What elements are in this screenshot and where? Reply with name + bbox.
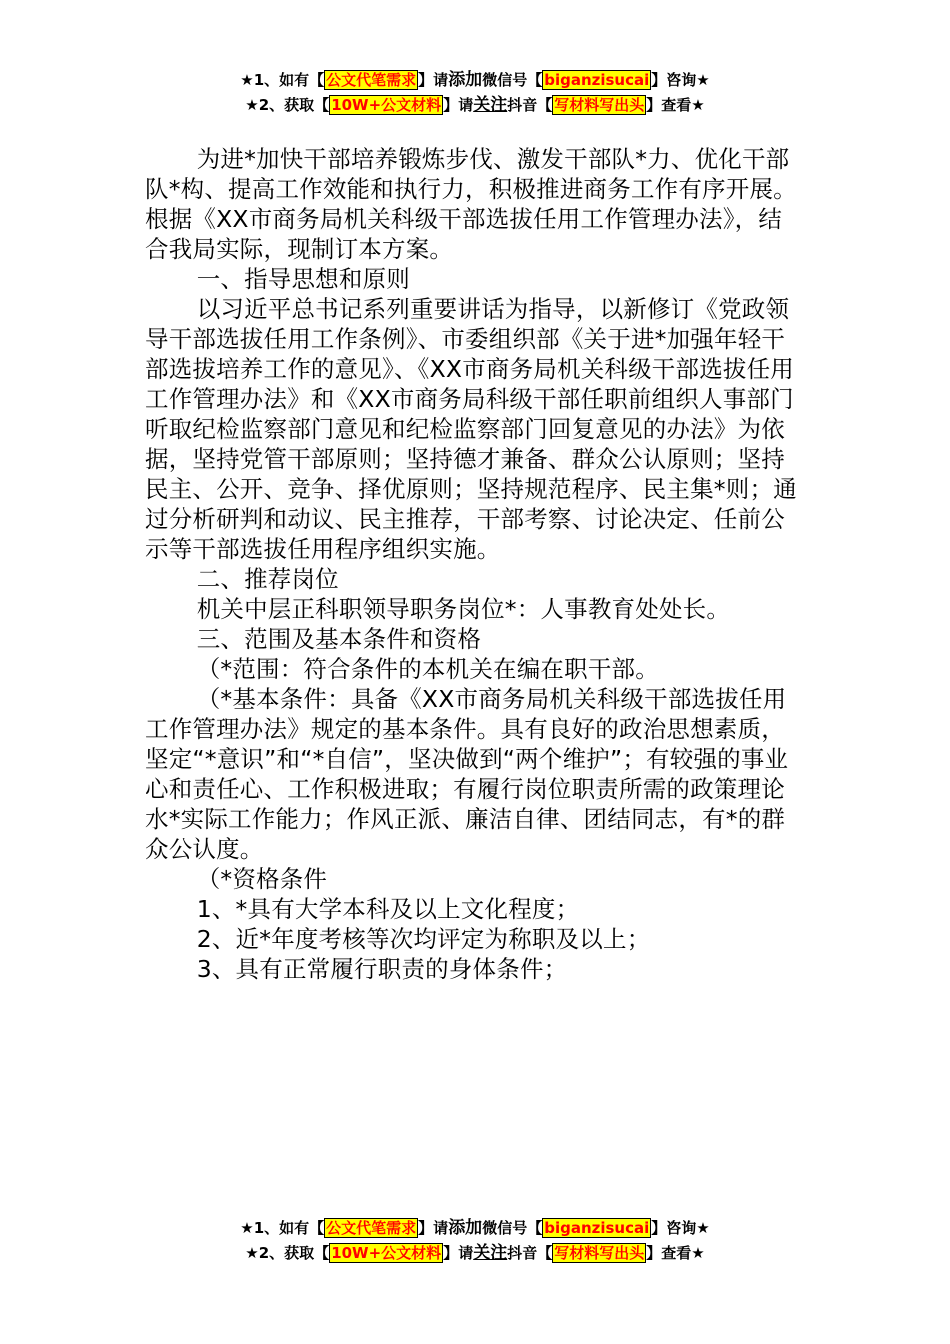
- document-body: [145, 144, 805, 984]
- promo-text: 】请: [443, 1244, 474, 1262]
- promo-douyin-id: 写材料写出头: [554, 96, 645, 114]
- promo-highlight: 10W+公文材料: [331, 1244, 442, 1262]
- sub-heading: （*资格条件: [196, 865, 328, 893]
- promo-emphasis: 关注: [473, 95, 508, 115]
- body-paragraph: （*基本条件：具备《XX市商务局机关科级干部选拔任用工作管理办法》规定的基本条件。具有良好的政治思想素质，坚定“*意识”和“*自信”，坚决做到“两个维护”；有较强的事业心和责任心、工作积极进取；有履行岗位职责所需的政策理论水*实际工作能力；作风正派、廉洁自律、团结同志，有*的群众公认度。: [145, 685, 789, 863]
- promo-text: 】请: [443, 96, 474, 114]
- section-heading: 二、推荐岗位: [196, 565, 339, 593]
- promo-line-1: [0, 68, 950, 93]
- list-item: 3、具有正常履行职责的身体条件；: [196, 955, 568, 983]
- promo-text: 】咨询★: [651, 1219, 710, 1237]
- promo-text: 】请: [418, 71, 449, 89]
- promo-line-1: [0, 1216, 950, 1241]
- promo-wechat-id: biganzisucai: [544, 1219, 650, 1237]
- footer-promo-banner: [0, 1216, 950, 1266]
- promo-text: ★2、获取【: [245, 1244, 330, 1262]
- promo-text: 抖音【: [507, 1244, 553, 1262]
- intro-paragraph: 为进*加快干部培养锻炼步伐、激发干部队*力、优化干部队*构、提高工作效能和执行力，积极推进商务工作有序开展。根据《XX市商务局机关科级干部选拔任用工作管理办法》，结合我局实际，现制订本方案。: [145, 145, 797, 263]
- promo-text: ★1、如有【: [240, 1219, 325, 1237]
- promo-text: ★2、获取【: [245, 96, 330, 114]
- promo-text: 抖音【: [507, 96, 553, 114]
- promo-wechat-id: biganzisucai: [544, 71, 650, 89]
- list-item: 1、*具有大学本科及以上文化程度；: [196, 895, 580, 923]
- promo-emphasis: 添加: [448, 70, 483, 90]
- list-item: 2、近*年度考核等次均评定为称职及以上；: [196, 925, 651, 953]
- header-promo-banner: [0, 68, 950, 118]
- promo-douyin-id: 写材料写出头: [554, 1244, 645, 1262]
- promo-emphasis: 关注: [473, 1243, 508, 1263]
- body-paragraph: 以习近平总书记系列重要讲话为指导，以新修订《党政领导干部选拔任用工作条例》、市委组织部《关于进*加强年轻干部选拔培养工作的意见》、《XX市商务局机关科级干部选拔任用工作管理办法》和《XX市商务局科级干部任职前组织人事部门听取纪检监察部门意见和纪检监察部门回复意见的办法》为依据，坚持党管干部原则；坚持德才兼备、群众公认原则；坚持民主、公开、竞争、择优原则；坚持规范程序、民主集*则；通过分析研判和动议、民主推荐，干部考察、讨论决定、任前公示等干部选拔任用程序组织实施。: [145, 295, 797, 563]
- section-heading: 三、范围及基本条件和资格: [196, 625, 482, 653]
- promo-text: ★1、如有【: [240, 71, 325, 89]
- promo-text: 微信号【: [482, 71, 543, 89]
- promo-line-2: [0, 1241, 950, 1266]
- promo-highlight: 10W+公文材料: [331, 96, 442, 114]
- promo-text: 微信号【: [482, 1219, 543, 1237]
- promo-text: 】查看★: [646, 96, 705, 114]
- promo-line-2: [0, 93, 950, 118]
- body-paragraph: 机关中层正科职领导职务岗位*：人事教育处处长。: [196, 595, 731, 623]
- promo-text: 】请: [418, 1219, 449, 1237]
- promo-text: 】查看★: [646, 1244, 705, 1262]
- body-paragraph: （*范围：符合条件的本机关在编在职干部。: [196, 655, 659, 683]
- promo-highlight: 公文代笔需求: [326, 1219, 417, 1237]
- promo-text: 】咨询★: [651, 71, 710, 89]
- section-heading: 一、指导思想和原则: [196, 265, 410, 293]
- promo-highlight: 公文代笔需求: [326, 71, 417, 89]
- promo-emphasis: 添加: [448, 1218, 483, 1238]
